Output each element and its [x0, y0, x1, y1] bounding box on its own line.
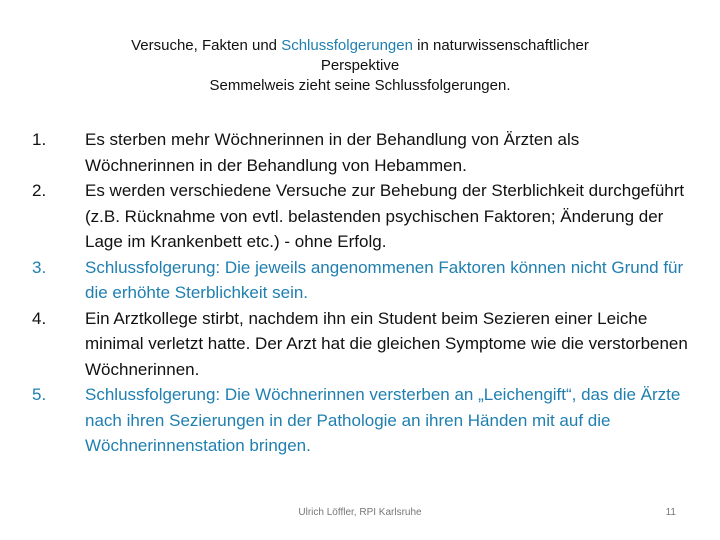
list-item-1 — [32, 127, 692, 178]
list-item-text: Schlussfolgerung: Die Wöchnerinnen versterben an „Leichengift“, das die Ärzte nach ihren Sezierungen in der Pathologie an ihren Händen mit auf die Wöchnerinnenstation bringen. — [85, 385, 681, 455]
slide-title — [60, 36, 660, 96]
list-item-text: Es werden verschiedene Versuche zur Behebung der Sterblichkeit durchgeführt (z.B. Rücknahme von evtl. belastenden psychischen Faktoren; Änderung der Lage im Krankenbett etc.) - ohne Erfolg. — [85, 181, 685, 251]
list-item-4 — [32, 306, 692, 383]
list-item-2 — [32, 178, 692, 255]
list-item-3 — [32, 255, 692, 306]
title-line-2: Perspektive — [320, 57, 400, 74]
numbered-list — [32, 127, 692, 459]
title-line-1 — [60, 36, 660, 56]
list-item-text: Ein Arztkollege stirbt, nachdem ihn ein Student beim Sezieren einer Leiche minimal verletzt hatte. Der Arzt hat die gleichen Symptome wie die verstorbenen Wöchnerinnen. — [85, 308, 688, 379]
footer-author: Ulrich Löffler, RPI Karlsruhe — [298, 507, 422, 518]
list-number: 2. — [32, 181, 47, 200]
list-number: 4. — [32, 308, 47, 328]
list-item-5 — [32, 382, 692, 459]
list-number: 3. — [32, 257, 47, 277]
title-line-3: Semmelweis zieht seine Schlussfolgerungen. — [209, 77, 511, 94]
title-part-1: Versuche, Fakten und — [131, 37, 282, 54]
list-item-text: Schlussfolgerung: Die jeweils angenommenen Faktoren können nicht Grund für die erhöhte Sterblichkeit sein. — [85, 257, 684, 302]
page-number: 11 — [665, 507, 676, 518]
list-number: 5. — [32, 385, 47, 404]
title-part-2: in naturwissenschaftlicher — [412, 37, 589, 54]
title-highlight: Schlussfolgerungen — [281, 37, 413, 54]
list-item-text: Es sterben mehr Wöchnerinnen in der Behandlung von Ärzten als Wöchnerinnen in der Behandlung von Hebammen. — [85, 130, 580, 175]
list-number: 1. — [32, 130, 47, 149]
